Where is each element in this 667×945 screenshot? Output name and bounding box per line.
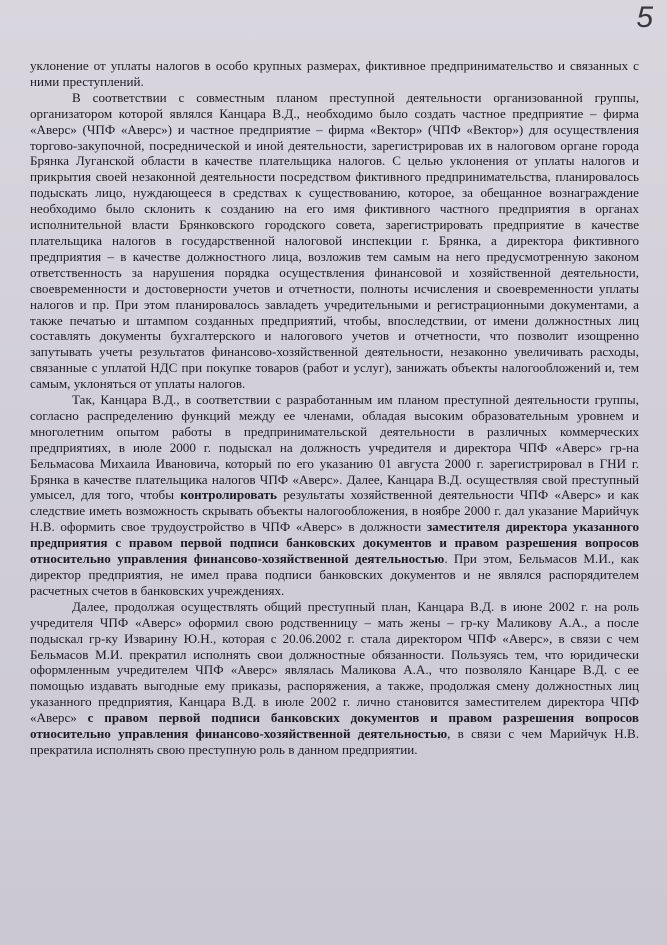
paragraph-p3 — [30, 599, 639, 758]
paragraph-p1 — [30, 90, 639, 392]
paragraph-p0 — [30, 58, 639, 90]
text-run: Так, Канцара В.Д., в соответствии с разработанным им планом преступной деятельности группы, согласно распределению функций между ее членами, обладая высоким образовательным уровнем и многолетним опытом работы в предпринимательской деятельности в различных коммерческих предприятиях, в июле 2000 г. подыскал на должность учредителя и директора ЧПФ «Аверс» гр-на Бельмасова Михаила Ивановича, который по его указанию 01 августа 2000 г. зарегистрировал в ГНИ г. Брянка в качестве плательщика налогов ЧПФ «Аверс». Далее, Канцара В.Д. осуществляя свой преступный умысел, для того, чтобы — [30, 392, 639, 503]
document-body — [30, 58, 639, 758]
text-run: Далее, продолжая осуществлять общий преступный план, Канцара В.Д. в июне 2002 г. на роль учредителя ЧПФ «Аверс» оформил свою родственницу – мать жены – гр-ку Маликову А.А., а после подыскал гр-ку Изварину Ю.Н., которая с 20.06.2002 г. стала директором ЧПФ «Аверс», в связи с чем Бельмасов М.И. прекратил исполнять свои должностные обязанности. Пользуясь тем, что юридически оформленным учредителем ЧПФ «Аверс» являлась Маликова А.А., что позволяло Канцаре В.Д. с ее помощью издавать выгодные ему приказы, распоряжения, а также, продолжая смену должностных лиц указанного предприятия, Канцара В.Д. в июле 2002 г. лично становится заместителем директора ЧПФ «Аверс» — [30, 598, 639, 726]
text-run: , в связи с чем Марийчук Н.В. прекратила исполнять свою преступную роль в данном предприятии. — [30, 726, 639, 757]
text-run: результаты хозяйственной деятельности ЧПФ «Аверс» и как следствие иметь возможность скрывать объекты налогообложения, в ноябре 2000 г. дал указание Марийчук Н.В. оформить свое трудоустройство в ЧПФ «Аверс» в должности — [30, 487, 640, 535]
text-run: В соответствии с совместным планом преступной деятельности организованной группы, организатором которой являлся Канцара В.Д., необходимо было создать частное предприятие – фирма «Аверс» (ЧПФ «Аверс») и частное предприятие – фирма «Вектор» (ЧПФ «Вектор») для осуществления торгово-закупочной, посреднической и иной деятельности, зарегистрировав их в налоговом органе города Брянка Луганской области в качестве плательщика налогов. С целью уклонения от уплаты налогов и прикрытия своей незаконной деятельности посредством фиктивного предпринимательства, планировалось подыскать лицо, нуждающееся в средствах к существованию, которое, за обещанное вознаграждение необходимо было склонить к созданию на его имя фиктивного частного предприятия в органах исполнительной власти Брянковского городского совета, зарегистрировать предприятие в качестве плательщика налогов в государственной налоговой инспекции г. Брянка, а директора фиктивного предприятия – в качестве должностного лица, возложив тем самым на него предусмотренную законом ответственность за нарушения порядка осуществления финансовой и хозяйственной деятельности, своевременности и достоверности учетов и отчетности, полноты исчисления и своевременности уплаты налогов и пр. При этом планировалось завладеть учредительными и регистрационными документами, а также печатью и штампом созданных предприятий, чтобы, впоследствии, от имени должностных лиц составлять документы бухгалтерского и налогового учетов и отчетности, что позволит изощренно запутывать учеты результатов финансово-хозяйственной деятельности, незаконно увеличивать расходы, связанные с уплатой НДС при покупке товаров (работ и услуг), занижать объекты налогообложений и, тем самым, уклоняться от уплаты налогов. — [30, 89, 639, 392]
text-run: уклонение от уплаты налогов в особо крупных размерах, фиктивное предпринимательство и связанных с ними преступлений. — [30, 58, 639, 89]
text-run: . При этом, Бельмасов М.И., как директор предприятия, не имел права подписи банковских документов и не являлся распорядителем расчетных счетов в банковских учреждениях. — [30, 551, 639, 598]
bold-text-run: контролировать — [180, 487, 277, 503]
bold-text-run: заместителя директора указанного предприятия с правом первой подписи банковских документов и правом разрешения вопросов относительно управления финансово-хозяйственной деятельностью — [30, 519, 640, 567]
paragraph-p2 — [30, 392, 639, 599]
bold-text-run: с правом первой подписи банковских документов и правом разрешения вопросов относительно управления финансово-хозяйственной деятельностью — [30, 710, 639, 742]
page-number: 5 — [636, 1, 653, 34]
